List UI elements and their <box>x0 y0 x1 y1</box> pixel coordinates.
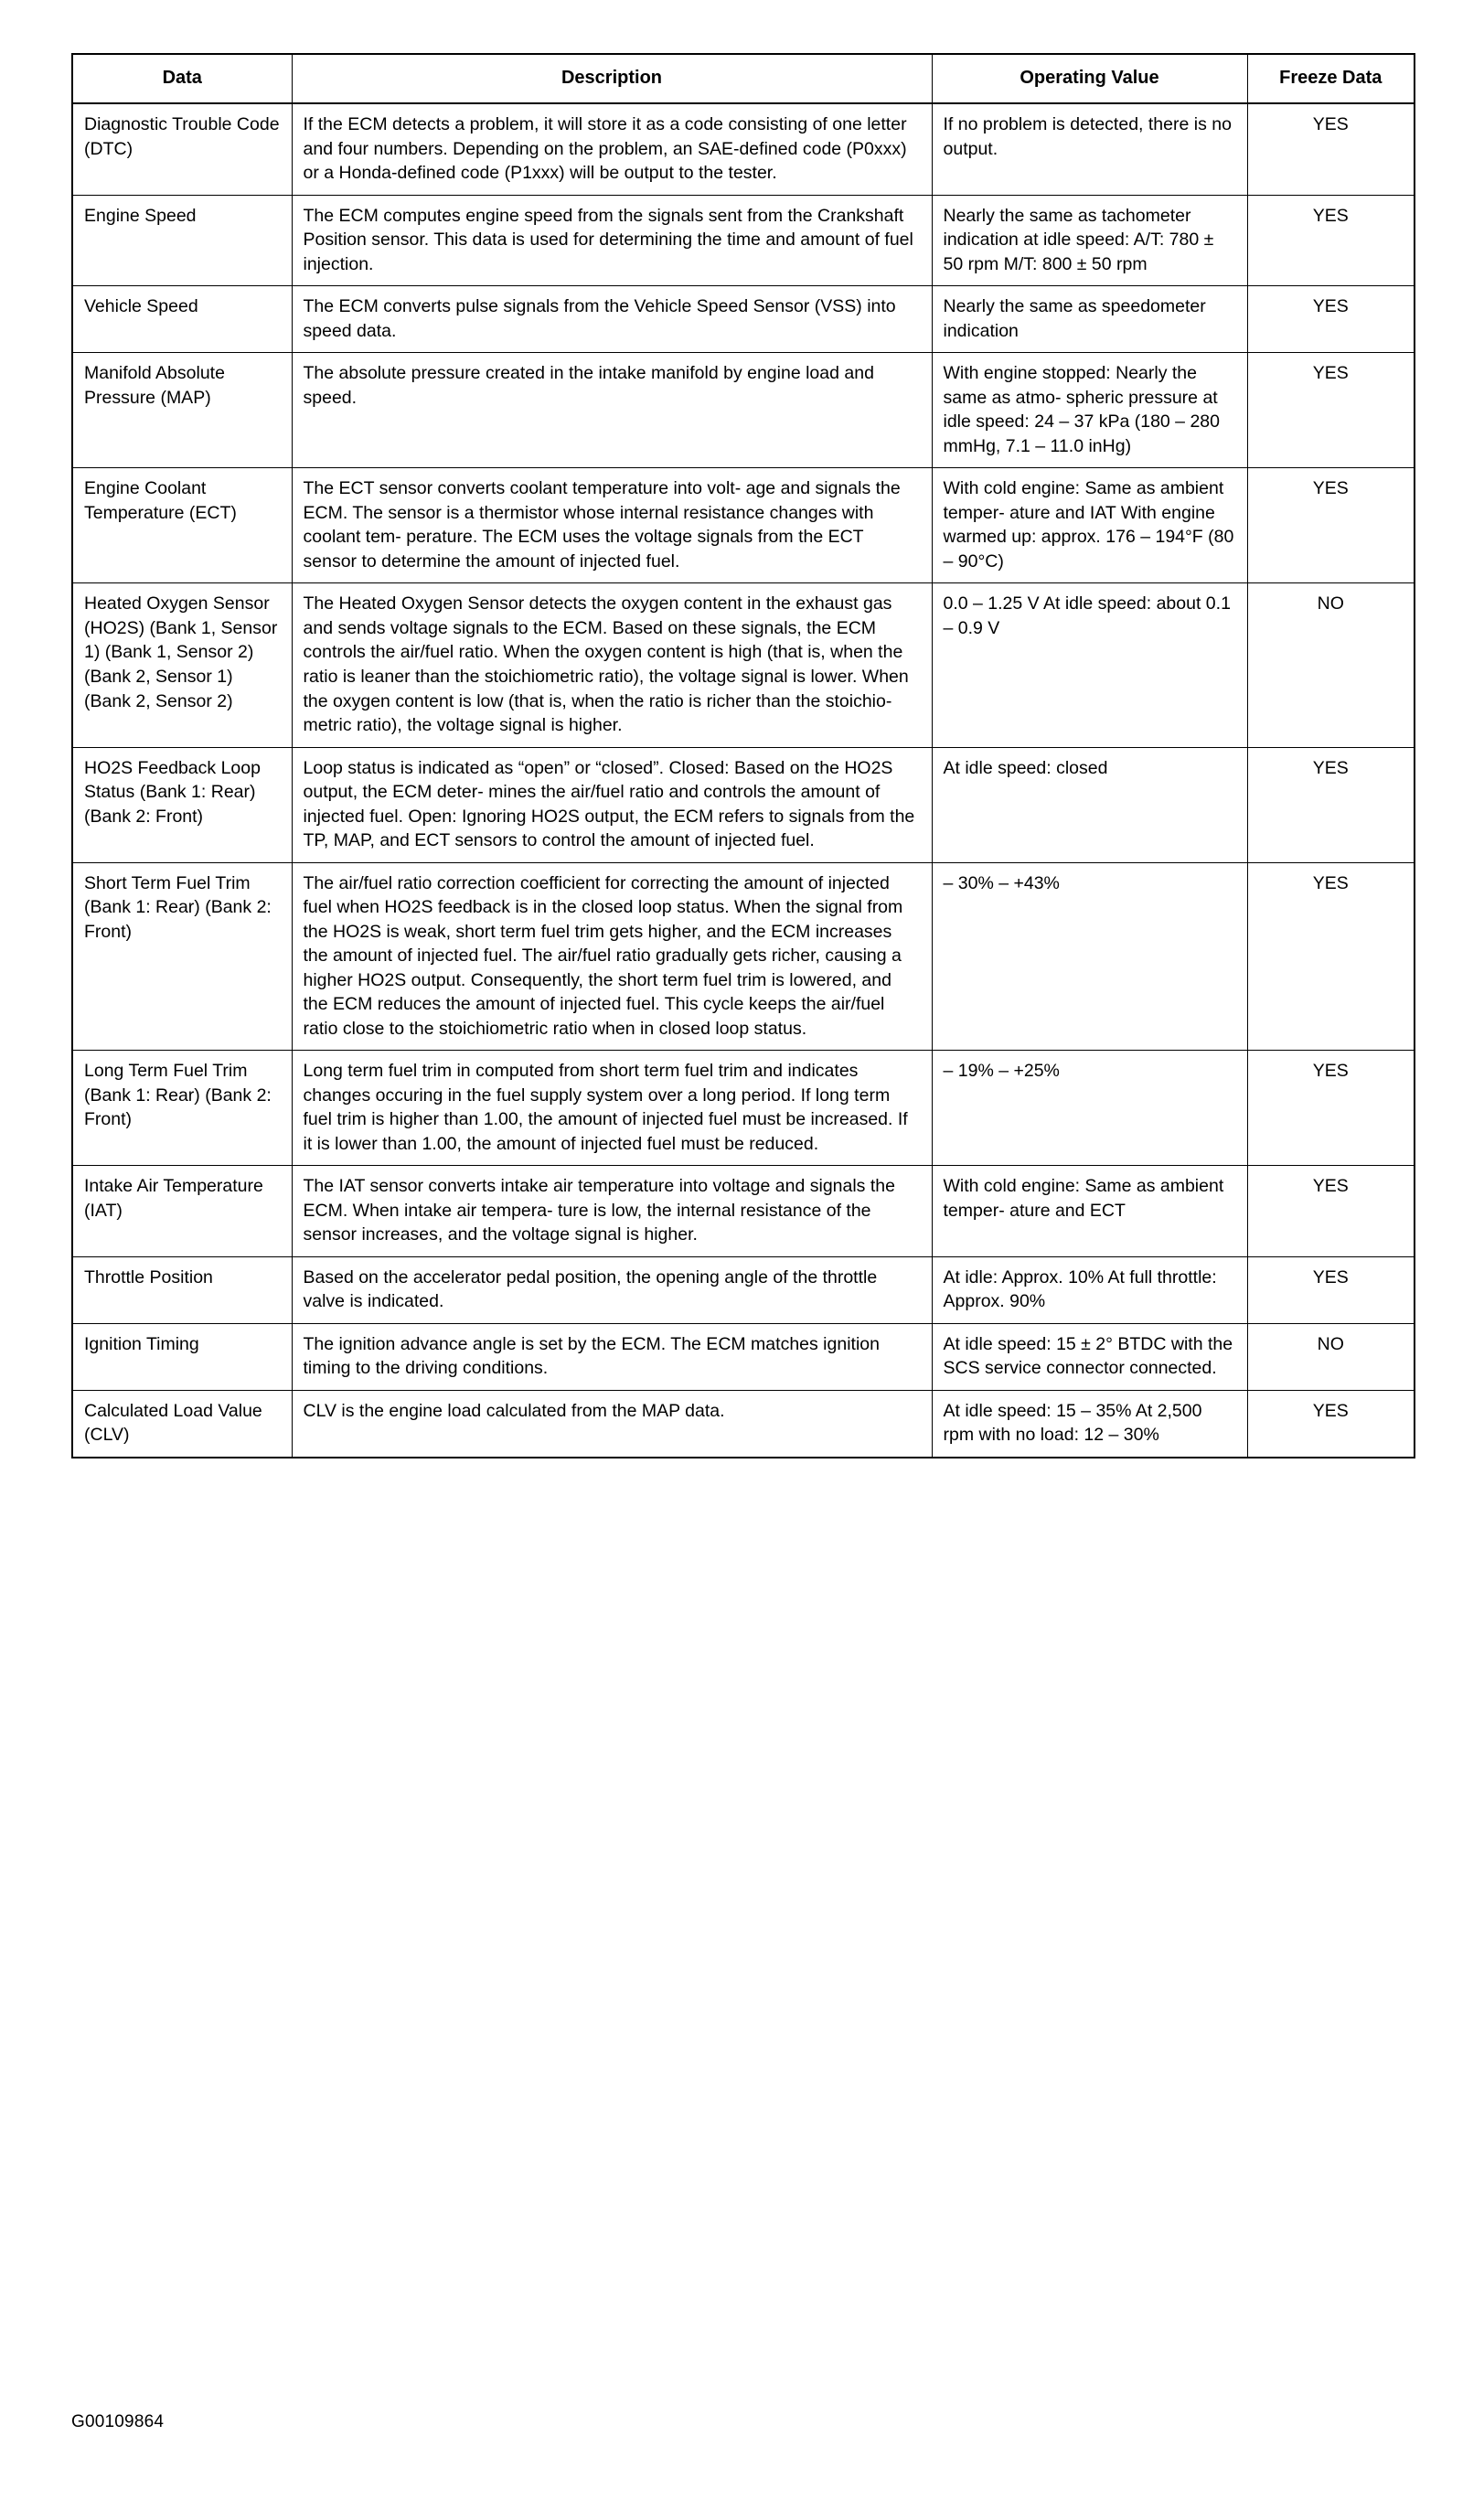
cell-operating-value: With cold engine: Same as ambient temper- ature and IAT With engine warmed up: approx. 176 – 194°F (80 – 90°C) <box>932 468 1247 583</box>
table-row <box>72 583 1415 747</box>
cell-freeze-data: YES <box>1247 862 1415 1051</box>
cell-data-name: Ignition Timing <box>72 1323 292 1390</box>
cell-description: The ECM converts pulse signals from the Vehicle Speed Sensor (VSS) into speed data. <box>292 286 932 353</box>
cell-description: The ignition advance angle is set by the ECM. The ECM matches ignition timing to the driving conditions. <box>292 1323 932 1390</box>
table-row <box>72 1256 1415 1323</box>
table-row <box>72 103 1415 195</box>
table-row <box>72 1166 1415 1257</box>
cell-operating-value: With cold engine: Same as ambient temper- ature and ECT <box>932 1166 1247 1257</box>
cell-freeze-data: YES <box>1247 353 1415 468</box>
cell-description: The ECM computes engine speed from the signals sent from the Crankshaft Position sensor. This data is used for determining the time and amount of fuel injection. <box>292 195 932 286</box>
cell-description: CLV is the engine load calculated from the MAP data. <box>292 1390 932 1458</box>
cell-data-name: Long Term Fuel Trim (Bank 1: Rear) (Bank 2: Front) <box>72 1051 292 1166</box>
cell-freeze-data: YES <box>1247 103 1415 195</box>
table-row <box>72 353 1415 468</box>
cell-freeze-data: NO <box>1247 583 1415 747</box>
cell-data-name: Diagnostic Trouble Code (DTC) <box>72 103 292 195</box>
table-row <box>72 862 1415 1051</box>
document-reference-code: G00109864 <box>71 2412 165 2431</box>
table-row <box>72 195 1415 286</box>
cell-description: The absolute pressure created in the intake manifold by engine load and speed. <box>292 353 932 468</box>
table-row <box>72 1390 1415 1458</box>
cell-data-name: Engine Coolant Temperature (ECT) <box>72 468 292 583</box>
cell-data-name: Engine Speed <box>72 195 292 286</box>
cell-operating-value: – 19% – +25% <box>932 1051 1247 1166</box>
cell-freeze-data: YES <box>1247 1256 1415 1323</box>
cell-freeze-data: NO <box>1247 1323 1415 1390</box>
cell-data-name: Intake Air Temperature (IAT) <box>72 1166 292 1257</box>
cell-freeze-data: YES <box>1247 468 1415 583</box>
cell-description: The ECT sensor converts coolant temperature into volt- age and signals the ECM. The sensor is a thermistor whose internal resistance changes with coolant tem- perature. The ECM uses the voltage signals from the ECT sensor to determine the amount of injected fuel. <box>292 468 932 583</box>
cell-description: The air/fuel ratio correction coefficient for correcting the amount of injected fuel when HO2S feedback is in the closed loop status. When the signal from the HO2S is weak, short term fuel trim gets higher, and the ECM increases the amount of injected fuel. The air/fuel ratio gradually gets richer, causing a higher HO2S output. Consequently, the short term fuel trim is lowered, and the ECM reduces the amount of injected fuel. This cycle keeps the air/fuel ratio close to the stoichiometric ratio when in closed loop status. <box>292 862 932 1051</box>
cell-data-name: Calculated Load Value (CLV) <box>72 1390 292 1458</box>
table-row <box>72 286 1415 353</box>
cell-description: Based on the accelerator pedal position, the opening angle of the throttle valve is indicated. <box>292 1256 932 1323</box>
cell-freeze-data: YES <box>1247 1390 1415 1458</box>
cell-freeze-data: YES <box>1247 1166 1415 1257</box>
cell-data-name: Short Term Fuel Trim (Bank 1: Rear) (Bank 2: Front) <box>72 862 292 1051</box>
cell-operating-value: 0.0 – 1.25 V At idle speed: about 0.1 – 0.9 V <box>932 583 1247 747</box>
cell-operating-value: At idle speed: 15 ± 2° BTDC with the SCS service connector connected. <box>932 1323 1247 1390</box>
table-row <box>72 1051 1415 1166</box>
cell-description: The IAT sensor converts intake air temperature into voltage and signals the ECM. When intake air tempera- ture is low, the internal resistance of the sensor increases, and the voltage signal is higher. <box>292 1166 932 1257</box>
cell-data-name: Manifold Absolute Pressure (MAP) <box>72 353 292 468</box>
data-specification-table <box>71 53 1415 1458</box>
cell-freeze-data: YES <box>1247 747 1415 862</box>
column-header-description: Description <box>292 54 932 103</box>
cell-operating-value: Nearly the same as speedometer indication <box>932 286 1247 353</box>
cell-operating-value: – 30% – +43% <box>932 862 1247 1051</box>
cell-description: If the ECM detects a problem, it will store it as a code consisting of one letter and four numbers. Depending on the problem, an SAE-defined code (P0xxx) or a Honda-defined code (P1xxx) will be output to the tester. <box>292 103 932 195</box>
column-header-operating-value: Operating Value <box>932 54 1247 103</box>
cell-description: Loop status is indicated as “open” or “closed”. Closed: Based on the HO2S output, the ECM deter- mines the air/fuel ratio and controls the amount of injected fuel. Open: Ignoring HO2S output, the ECM refers to signals from the TP, MAP, and ECT sensors to control the amount of injected fuel. <box>292 747 932 862</box>
cell-data-name: HO2S Feedback Loop Status (Bank 1: Rear) (Bank 2: Front) <box>72 747 292 862</box>
cell-freeze-data: YES <box>1247 286 1415 353</box>
cell-freeze-data: YES <box>1247 195 1415 286</box>
table-row <box>72 1323 1415 1390</box>
cell-freeze-data: YES <box>1247 1051 1415 1166</box>
cell-operating-value: At idle: Approx. 10% At full throttle: Approx. 90% <box>932 1256 1247 1323</box>
cell-operating-value: At idle speed: closed <box>932 747 1247 862</box>
column-header-data: Data <box>72 54 292 103</box>
cell-description: The Heated Oxygen Sensor detects the oxygen content in the exhaust gas and sends voltage signals to the ECM. Based on these signals, the ECM controls the air/fuel ratio. When the oxygen content is high (that is, when the ratio is leaner than the stoichiometric ratio), the voltage signal is lower. When the oxygen content is low (that is, when the ratio is richer than the stoichio- metric ratio), the voltage signal is higher. <box>292 583 932 747</box>
cell-description: Long term fuel trim in computed from short term fuel trim and indicates changes occuring in the fuel supply system over a long period. If long term fuel trim is higher than 1.00, the amount of injected fuel must be increased. If it is lower than 1.00, the amount of injected fuel must be reduced. <box>292 1051 932 1166</box>
table-header-row <box>72 54 1415 103</box>
cell-operating-value: If no problem is detected, there is no output. <box>932 103 1247 195</box>
cell-operating-value: At idle speed: 15 – 35% At 2,500 rpm with no load: 12 – 30% <box>932 1390 1247 1458</box>
table-row <box>72 468 1415 583</box>
cell-data-name: Heated Oxygen Sensor (HO2S) (Bank 1, Sensor 1) (Bank 1, Sensor 2) (Bank 2, Sensor 1) (Bank 2, Sensor 2) <box>72 583 292 747</box>
column-header-freeze-data: Freeze Data <box>1247 54 1415 103</box>
cell-data-name: Vehicle Speed <box>72 286 292 353</box>
cell-operating-value: With engine stopped: Nearly the same as atmo- spheric pressure at idle speed: 24 – 37 kPa (180 – 280 mmHg, 7.1 – 11.0 inHg) <box>932 353 1247 468</box>
cell-data-name: Throttle Position <box>72 1256 292 1323</box>
cell-operating-value: Nearly the same as tachometer indication at idle speed: A/T: 780 ± 50 rpm M/T: 800 ± 50 rpm <box>932 195 1247 286</box>
table-row <box>72 747 1415 862</box>
table-body <box>72 103 1415 1458</box>
